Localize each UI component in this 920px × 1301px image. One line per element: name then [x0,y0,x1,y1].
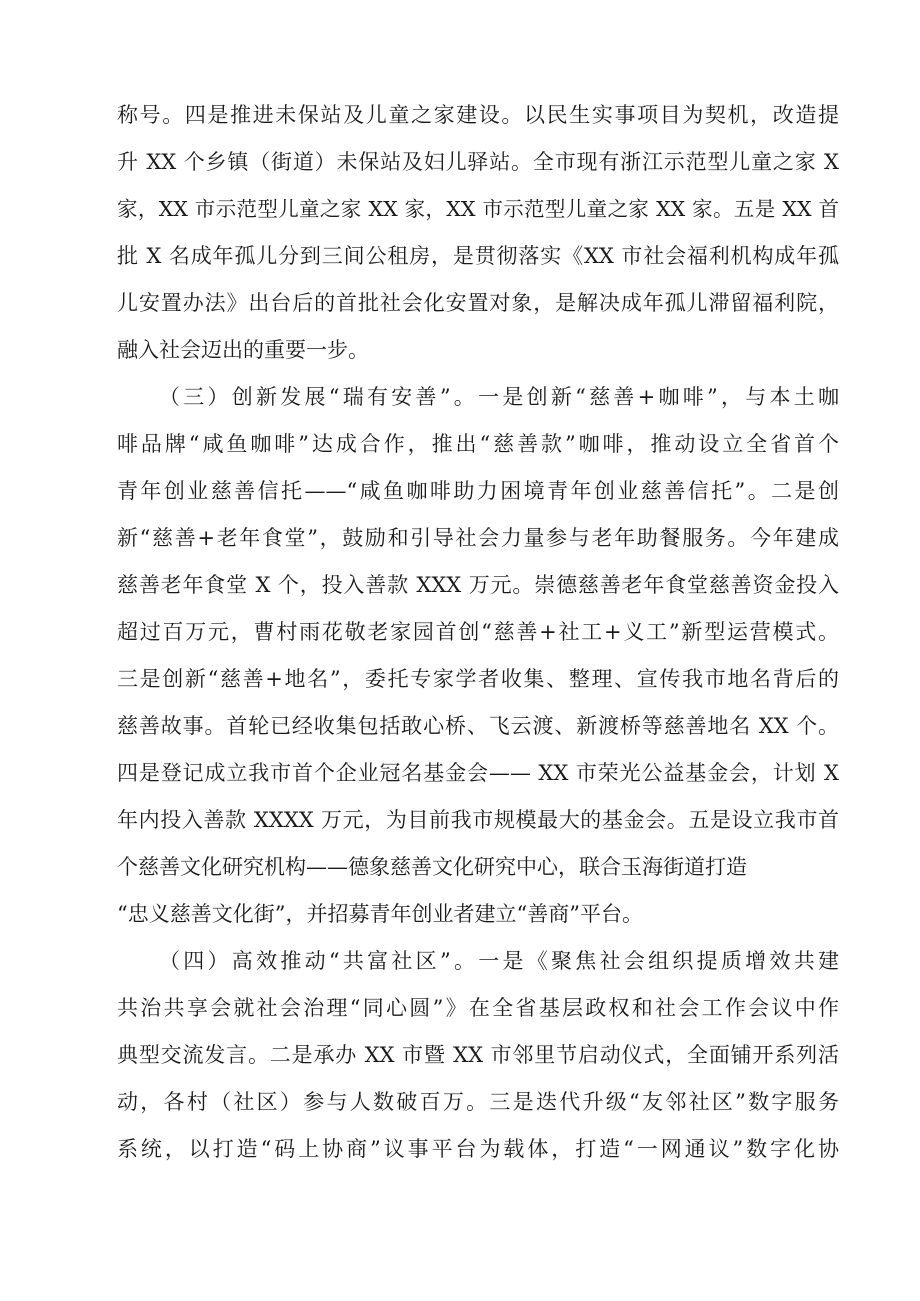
text-line: 慈善老年食堂 X 个，投入善款 XXX 万元。崇德慈善老年食堂慈善资金投入 [117,573,839,597]
text-line: 共治共享会就社会治理“同心圆”》在全省基层政权和社会工作会议中作 [117,996,839,1020]
text-line: 系统，以打造“码上协商”议事平台为载体，打造“一网通议”数字化协 [117,1137,839,1161]
text-line: 新“慈善+老年食堂”，鼓励和引导社会力量参与老年助餐服务。今年建成 [117,526,839,550]
text-line: 典型交流发言。二是承办 XX 市暨 XX 市邻里节启动仪式，全面铺开系列活 [117,1043,839,1067]
text-line: 三是创新“慈善+地名”，委托专家学者收集、整理、宣传我市地名背后的 [117,667,839,691]
text-line: 升 XX 个乡镇（街道）未保站及妇儿驿站。全市现有浙江示范型儿童之家 X [117,150,839,174]
text-line: 年内投入善款 XXXX 万元，为目前我市规模最大的基金会。五是设立我市首 [117,808,839,832]
text-line: 青年创业慈善信托——“咸鱼咖啡助力困境青年创业慈善信托”。二是创 [117,479,839,503]
text-line: 儿安置办法》出台后的首批社会化安置对象，是解决成年孤儿滞留福利院， [117,291,839,315]
section-heading-line: （三）创新发展“瑞有安善”。一是创新“慈善+咖啡”，与本土咖 [159,385,839,409]
text-line: “忠义慈善文化街”，并招募青年创业者建立“善商”平台。 [117,902,643,926]
text-line: 家，XX 市示范型儿童之家 XX 家，XX 市示范型儿童之家 XX 家。五是 XX 首 [117,197,839,221]
text-line: 动，各村（社区）参与人数破百万。三是迭代升级“友邻社区”数字服务 [117,1090,839,1114]
text-line: 四是登记成立我市首个企业冠名基金会—— XX 市荣光公益基金会，计划 X [117,761,839,785]
text-line: 融入社会迈出的重要一步。 [117,338,369,362]
text-line: 批 X 名成年孤儿分到三间公租房，是贯彻落实《XX 市社会福利机构成年孤 [117,244,839,268]
text-line: 个慈善文化研究机构——德象慈善文化研究中心，联合玉海街道打造 [117,855,747,879]
text-line: 啡品牌“咸鱼咖啡”达成合作，推出“慈善款”咖啡，推动设立全省首个 [117,432,839,456]
body-text [117,92,839,1173]
text-line: 慈善故事。首轮已经收集包括敢心桥、飞云渡、新渡桥等慈善地名 XX 个。 [117,714,839,738]
section-heading-line: （四）高效推动“共富社区”。一是《聚焦社会组织提质增效共建 [159,949,839,973]
text-line: 称号。四是推进未保站及儿童之家建设。以民生实事项目为契机，改造提 [117,103,839,127]
text-line: 超过百万元，曹村雨花敬老家园首创“慈善+社工+义工”新型运营模式。 [117,620,839,644]
